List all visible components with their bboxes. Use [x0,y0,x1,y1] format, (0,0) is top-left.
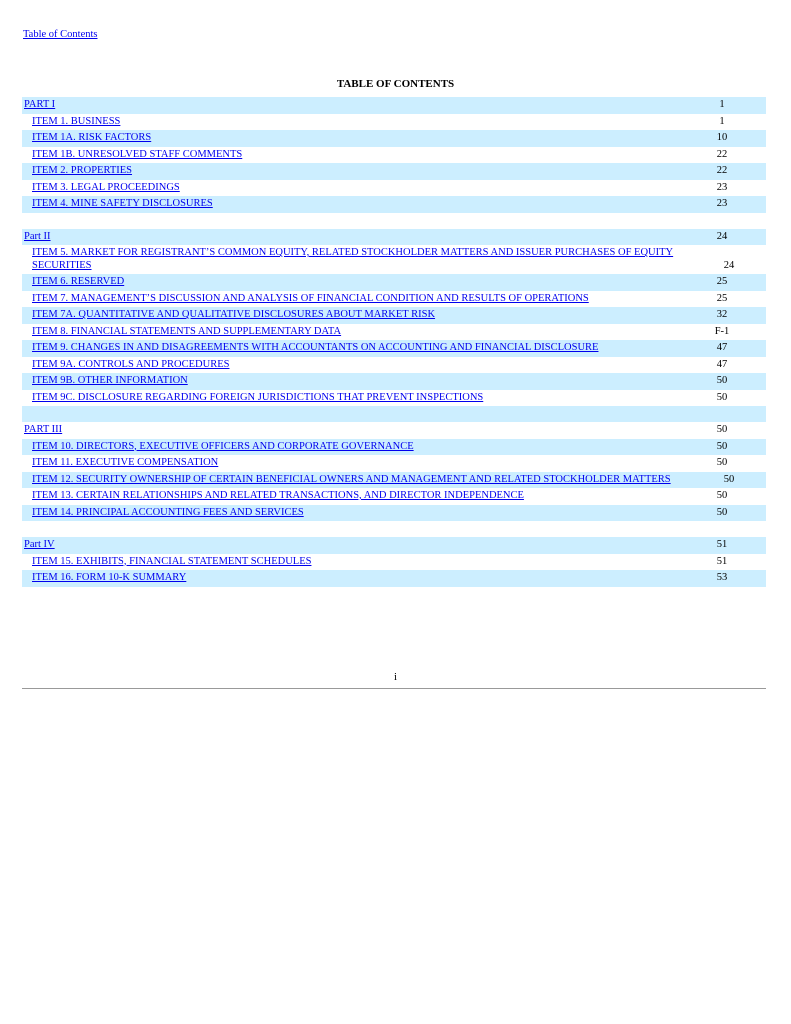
page-number: 1 [719,99,725,110]
item-link[interactable]: ITEM 9B. OTHER INFORMATION [32,375,188,386]
toc-row [22,390,766,407]
page-number: 25 [716,276,728,287]
page-number: 23 [716,198,728,209]
toc-row [22,130,766,147]
toc-row [22,180,766,197]
toc-row [22,472,766,489]
item-link[interactable]: ITEM 1. BUSINESS [32,115,121,127]
item-link[interactable]: ITEM 9. CHANGES IN AND DISAGREEMENTS WITH ACCOUNTANTS ON ACCOUNTING AND FINANCIAL DISCLOSURE [32,342,599,353]
section-link-part-4[interactable]: Part IV [24,539,55,550]
page-number: 10 [716,132,728,143]
toc-row [22,439,766,456]
page-number: 32 [716,309,728,320]
page-number: 23 [716,181,728,193]
item-link[interactable]: ITEM 14. PRINCIPAL ACCOUNTING FEES AND SERVICES [32,506,304,518]
toc-section-row [22,97,766,114]
page-number: 25 [716,292,728,304]
page-number: 50 [716,375,728,386]
toc-row [22,291,766,308]
page-number: 50 [723,473,735,485]
item-link[interactable]: ITEM 4. MINE SAFETY DISCLOSURES [32,198,213,209]
spacer [22,213,766,229]
item-link[interactable]: ITEM 15. EXHIBITS, FINANCIAL STATEMENT SCHEDULES [32,555,312,567]
page-divider [22,688,766,689]
page-number: 22 [716,148,728,160]
table-of-contents-link[interactable]: Table of Contents [23,29,98,40]
toc-row [22,307,766,324]
page-title: TABLE OF CONTENTS [336,78,455,90]
toc-row [22,245,766,274]
page-number-footer: i [393,671,398,683]
item-link[interactable]: ITEM 2. PROPERTIES [32,165,133,176]
toc-section-row [22,229,766,246]
item-link[interactable]: ITEM 10. DIRECTORS, EXECUTIVE OFFICERS AND CORPORATE GOVERNANCE [32,440,414,452]
section-link-part-2[interactable]: Part II [24,230,51,242]
page-number: 50 [716,490,728,501]
page-number: 50 [716,440,728,452]
page-number: 24 [716,230,728,242]
item-link[interactable]: ITEM 12. SECURITY OWNERSHIP OF CERTAIN BENEFICIAL OWNERS AND MANAGEMENT AND RELATED STOCKHOLDER MATTERS [32,473,671,485]
toc-row [22,114,766,131]
spacer [22,406,766,422]
toc-row [22,324,766,341]
page-number: 50 [716,457,728,468]
item-link[interactable]: ITEM 16. FORM 10-K SUMMARY [32,572,187,583]
toc-section-row [22,422,766,439]
item-link[interactable]: ITEM 7A. QUANTITATIVE AND QUALITATIVE DISCLOSURES ABOUT MARKET RISK [32,309,436,320]
page-number: 1 [719,115,725,127]
item-link[interactable]: ITEM 13. CERTAIN RELATIONSHIPS AND RELATED TRANSACTIONS, AND DIRECTOR INDEPENDENCE [32,490,524,501]
toc-row [22,505,766,522]
toc-row [22,163,766,180]
item-link[interactable]: ITEM 8. FINANCIAL STATEMENTS AND SUPPLEMENTARY DATA [32,325,342,337]
page-number: F-1 [714,325,730,337]
section-link-part-1[interactable]: PART I [24,99,56,110]
toc-row [22,488,766,505]
page-number: 47 [716,358,728,370]
item-link[interactable]: ITEM 1B. UNRESOLVED STAFF COMMENTS [32,148,243,160]
toc-table [22,97,766,587]
toc-section-row [22,537,766,554]
page-number: 22 [716,165,728,176]
spacer [22,521,766,537]
item-link[interactable]: ITEM 6. RESERVED [32,276,125,287]
toc-row [22,455,766,472]
toc-row [22,340,766,357]
toc-row [22,147,766,164]
page-number: 53 [716,572,728,583]
item-link[interactable]: ITEM 9C. DISCLOSURE REGARDING FOREIGN JURISDICTIONS THAT PREVENT INSPECTIONS [32,391,484,403]
page-number: 47 [716,342,728,353]
page-number: 24 [723,259,735,271]
toc-row [22,554,766,571]
item-link[interactable]: ITEM 1A. RISK FACTORS [32,132,152,143]
page-number: 51 [716,539,728,550]
page-number: 50 [716,424,728,435]
item-link[interactable]: ITEM 5. MARKET FOR REGISTRANT’S COMMON EQUITY, RELATED STOCKHOLDER MATTERS AND ISSUER PURCHASES OF EQUITY SECURITIES [32,247,674,271]
page-number: 50 [716,391,728,403]
toc-row [22,373,766,390]
page-number: 51 [716,555,728,567]
toc-row [22,357,766,374]
toc-row [22,570,766,587]
page-number: 50 [716,506,728,518]
item-link[interactable]: ITEM 3. LEGAL PROCEEDINGS [32,181,180,193]
toc-row [22,196,766,213]
item-link[interactable]: ITEM 7. MANAGEMENT’S DISCUSSION AND ANALYSIS OF FINANCIAL CONDITION AND RESULTS OF OPERATIONS [32,292,589,304]
section-link-part-3[interactable]: PART III [24,424,63,435]
toc-row [22,274,766,291]
item-link[interactable]: ITEM 9A. CONTROLS AND PROCEDURES [32,358,230,370]
item-link[interactable]: ITEM 11. EXECUTIVE COMPENSATION [32,457,219,468]
